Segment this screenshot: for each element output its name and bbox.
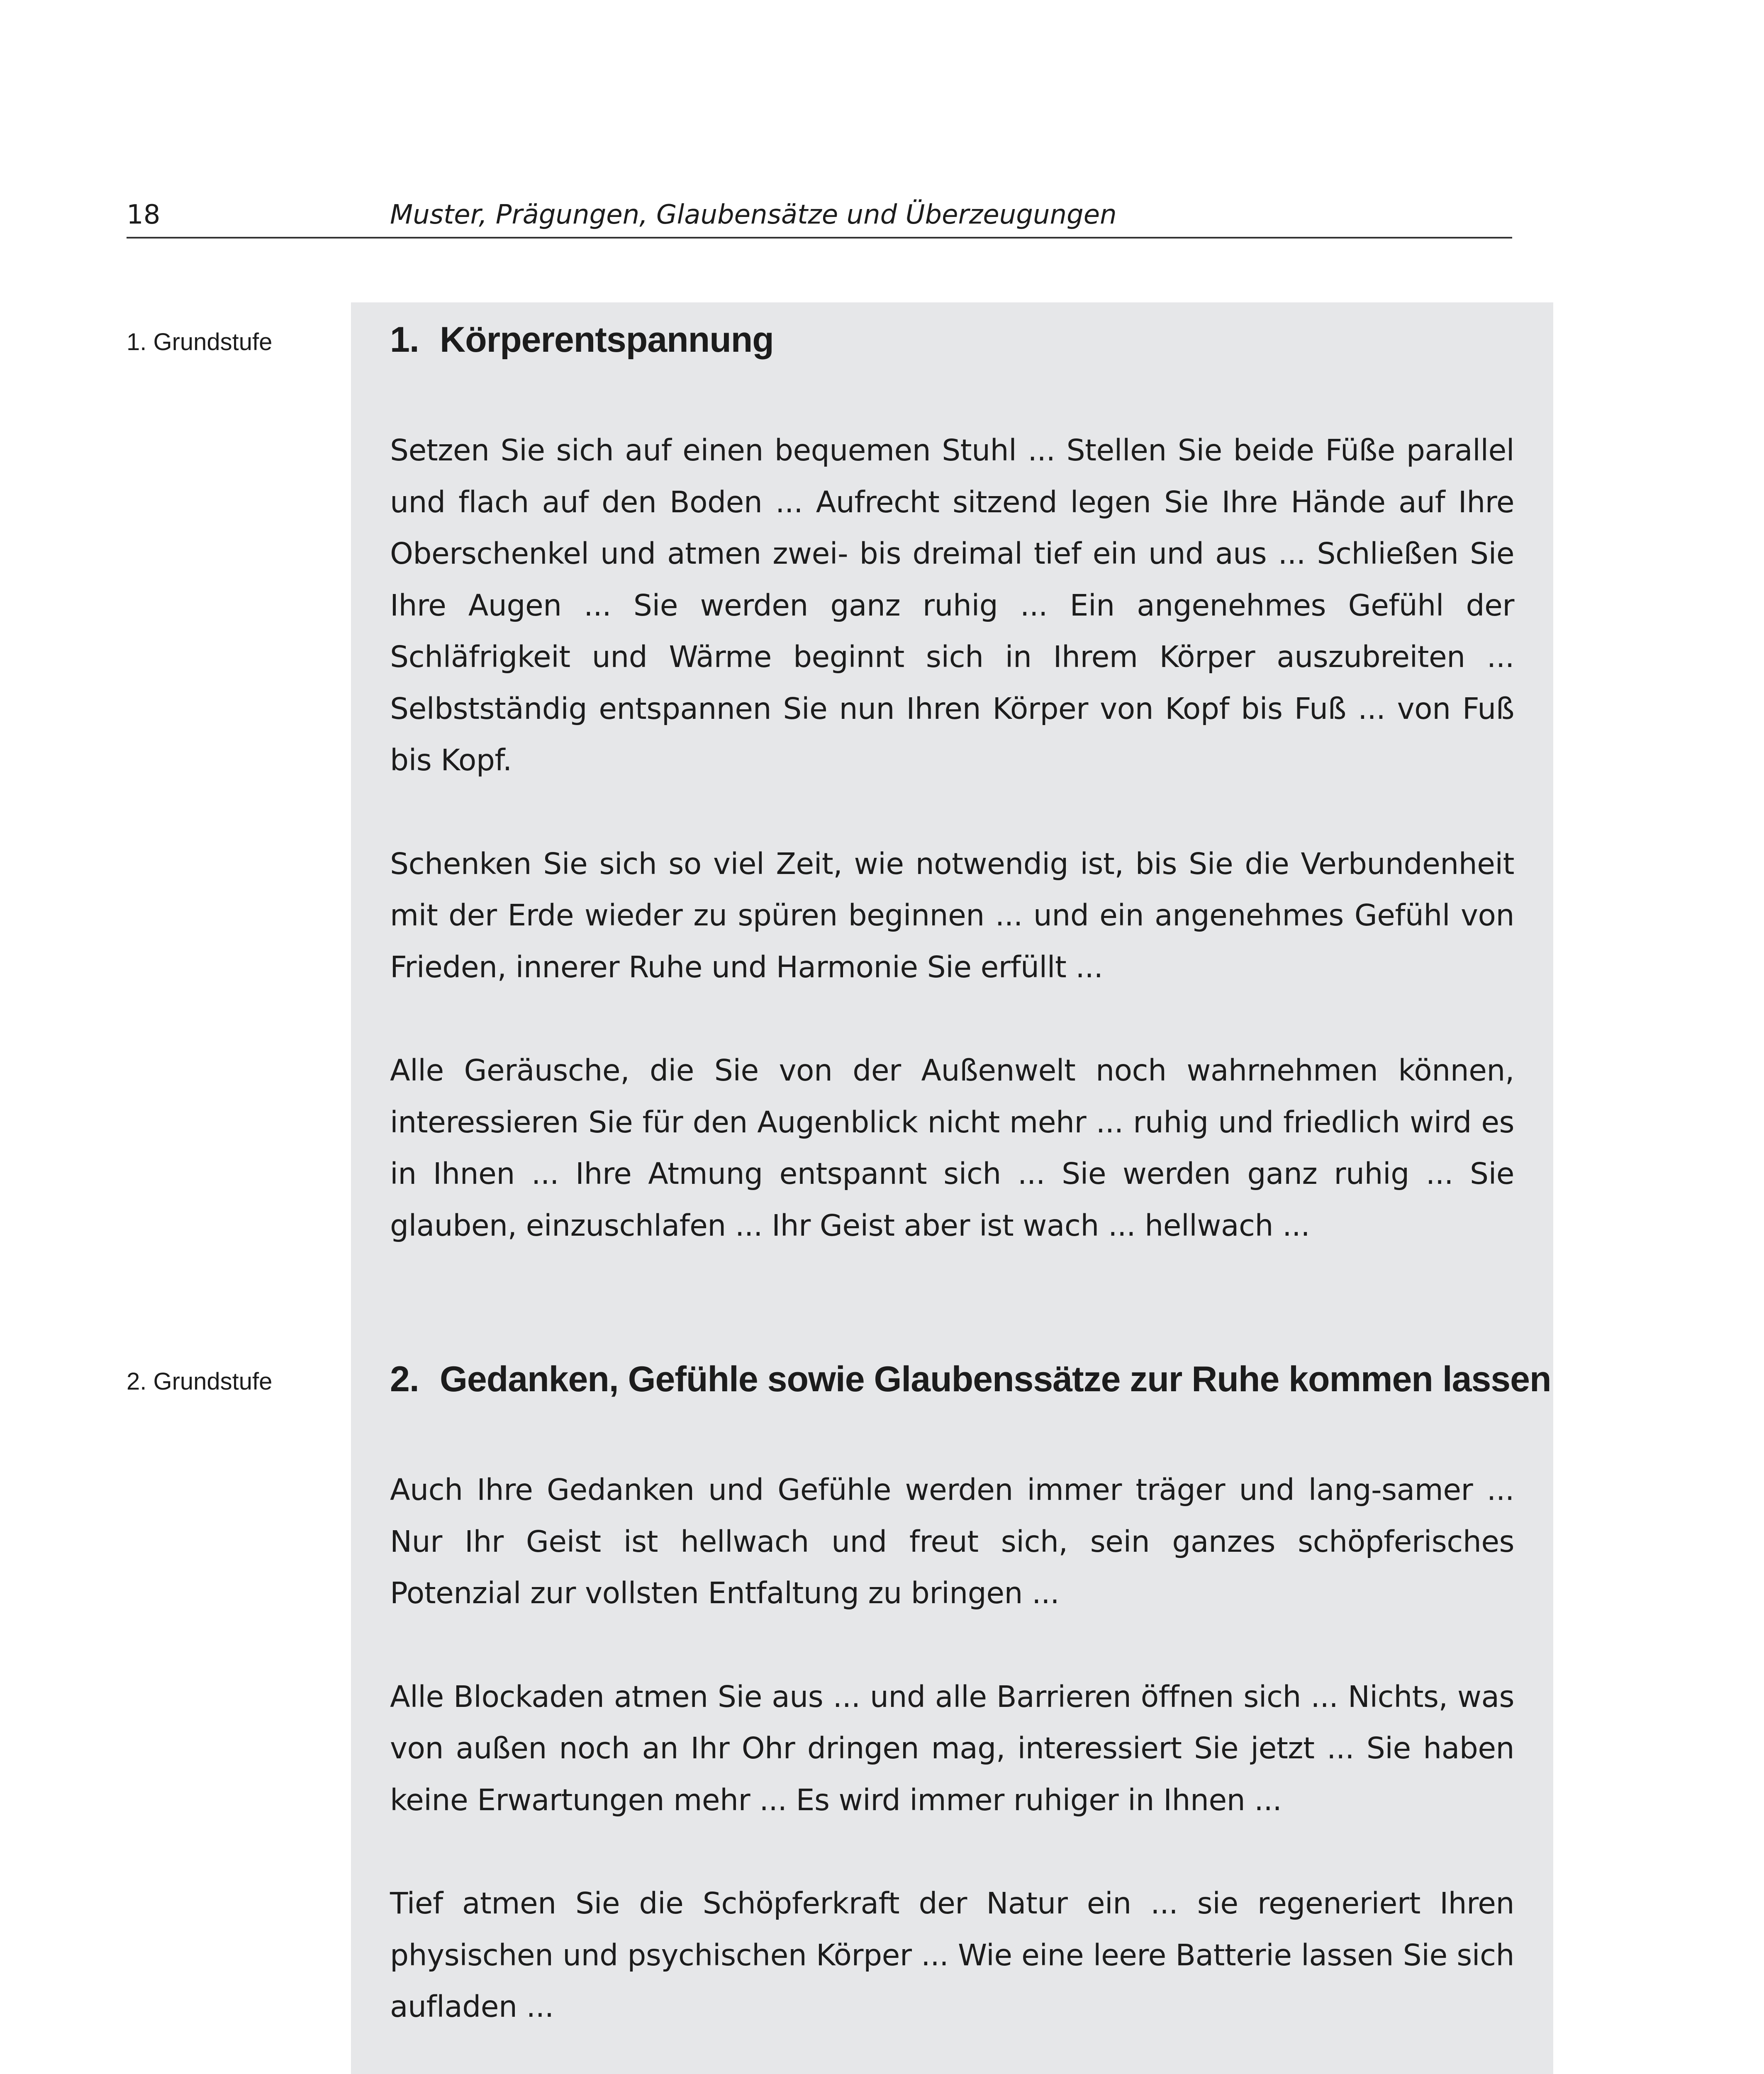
section-2-paragraph-1: Auch Ihre Gedanken und Gefühle werden immer träger und lang-samer ... Nur Ihr Geist ist hellwach und freut sich, sein ganzes schöpferisches Potenzial zur vollsten Entfaltung zu bringen ...: [390, 1473, 1514, 1610]
header-rule: [127, 237, 1512, 239]
section-1-paragraph-1: Setzen Sie sich auf einen bequemen Stuhl ... Stellen Sie beide Füße parallel und flach auf den Boden ... Aufrecht sitzend legen Sie Ihre Hände auf Ihre Oberschenkel und atmen zwei- bis dreimal tief ein und aus ... Schließen Sie Ihre Augen ... Sie werden ganz ruhig ... Ein angenehmes Gefühl der Schläfrigkeit und Wärme beginnt sich in Ihrem Körper auszubreiten ... Selbstständig entspannen Sie nun Ihren Körper von Kopf bis Fuß ... von Fuß bis Kopf.: [390, 433, 1514, 777]
section-1-title: [390, 317, 1514, 363]
section-2-paragraph-3: Tief atmen Sie die Schöpferkraft der Natur ein ... sie regeneriert Ihren physischen und psychischen Körper ... Wie eine leere Batterie lassen Sie sich aufladen ...: [390, 1886, 1514, 2024]
margin-label-2: 2. Grundstufe: [127, 1368, 273, 1395]
section-2-heading: Gedanken, Gefühle sowie Glaubenssätze zur Ruhe kommen lassen: [440, 1359, 1551, 1399]
running-title: Muster, Prägungen, Glaubensätze und Überzeugungen: [390, 200, 1117, 230]
section-1-number: 1.: [390, 320, 419, 360]
section-1-paragraph-2: Schenken Sie sich so viel Zeit, wie notwendig ist, bis Sie die Verbundenheit mit der Erde wieder zu spüren beginnen ... und ein angenehmes Gefühl von Frieden, innerer Ruhe und Harmonie Sie erfüllt ...: [390, 846, 1514, 984]
section-1-paragraph-3: Alle Geräusche, die Sie von der Außenwelt noch wahrnehmen können, interessieren Sie für den Augenblick nicht mehr ... ruhig und friedlich wird es in Ihnen ... Ihre Atmung entspannt sich ... Sie werden ganz ruhig ... Sie glauben, einzuschlafen ... Ihr Geist aber ist wach ... hellwach ...: [390, 1053, 1514, 1243]
page-number: 18: [127, 200, 161, 230]
section-1-heading: Körperentspannung: [440, 320, 774, 360]
section-1: [390, 317, 1514, 1251]
section-2-title: [390, 1356, 1551, 1402]
section-2-paragraph-2: Alle Blockaden atmen Sie aus ... und alle Barrieren öffnen sich ... Nichts, was von außen noch an Ihr Ohr dringen mag, interessiert Sie jetzt ... Sie haben keine Erwartungen mehr ... Es wird immer ruhiger in Ihnen ...: [390, 1679, 1514, 1817]
section-2-number: 2.: [390, 1359, 419, 1399]
section-2: [390, 1356, 1551, 2074]
margin-label-1: 1. Grundstufe: [127, 329, 273, 355]
